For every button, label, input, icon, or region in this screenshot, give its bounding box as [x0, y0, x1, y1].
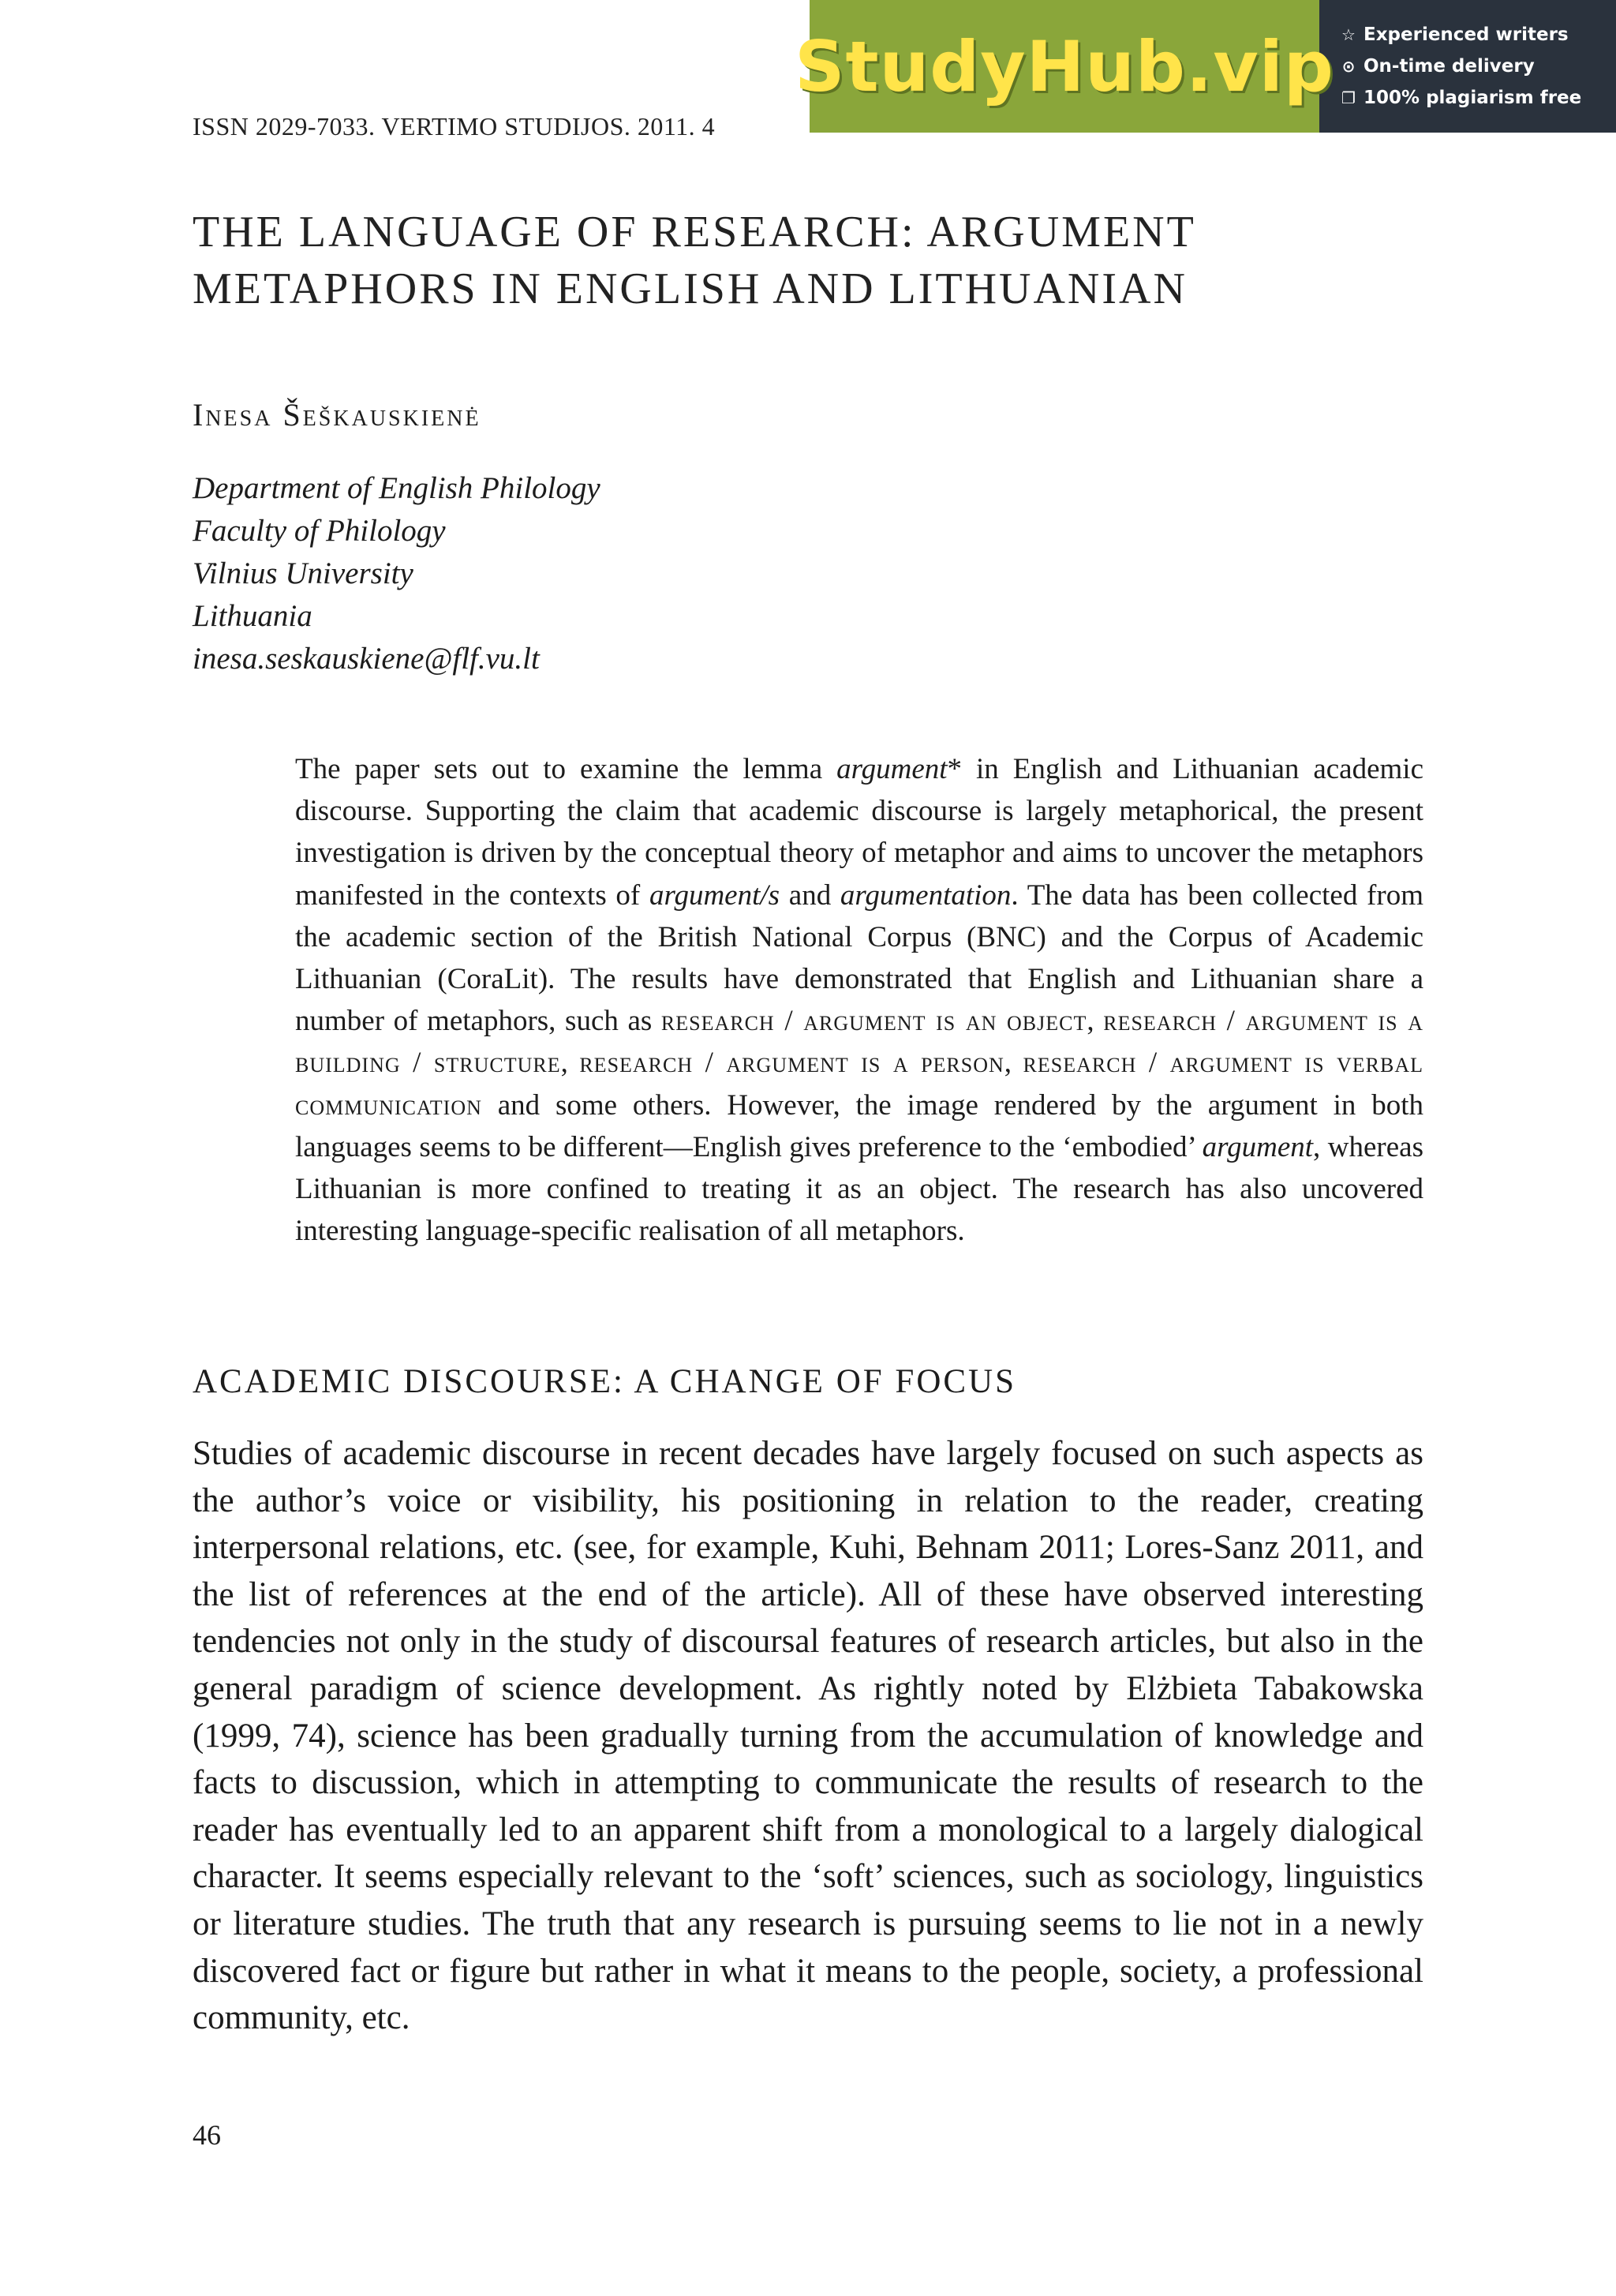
abstract-text: , [560, 1047, 580, 1080]
copy-icon: ❐ [1341, 88, 1356, 107]
author-email[interactable]: inesa.seskauskiene@flf.vu.lt [193, 642, 540, 676]
affiliation-faculty: Faculty of Philology [193, 514, 446, 548]
journal-header: ISSN 2029-7033. VERTIMO STUDIJOS. 2011. 4 [193, 112, 716, 140]
affiliation-department: Department of English Philology [193, 471, 600, 505]
abstract-term: argument [836, 753, 948, 785]
abstract-text: and [780, 878, 840, 912]
title-line: METAPHORS IN ENGLISH AND LITHUANIAN [193, 264, 1188, 313]
abstract-text: and some others. However, the image rendered by the argument in both languages seems to be different—English gives preference to the ‘embodied’ [295, 1088, 1423, 1163]
body-paragraph: Studies of academic discourse in recent decades have largely focused on such aspects as the author’s voice or visibility, his positioning in relation to the reader, creating interpersonal relations, etc. (see, for example, Kuhi, Behnam 2011; Lores-Sanz 2011, and the list of references at the end of the article). All of these have observed interesting tendencies not only in the study of discoursal features of research articles, but also in the general paradigm of science development. As rightly noted by Elżbieta Tabakowska (1999, 74), science has been gradually turning from the accumulation of knowledge and facts to discussion, which in attempting to communicate the results of research to the reader has eventually led to an apparent shift from a monological to a largely dialogical character. It seems especially relevant to the ‘soft’ sciences, such as sociology, linguistics or literature studies. The truth that any research is pursuing seems to lie not in a newly discovered fact or figure but rather in what it means to the people, society, a professional community, etc. [193, 1435, 1423, 2037]
perk-label: Experienced writers [1364, 24, 1569, 45]
abstract-text: , [1004, 1047, 1023, 1080]
brand-logo[interactable]: StudyHub.vip [810, 0, 1319, 133]
abstract-text: , whereas Lithuanian is more confined to treating it as an object. The research has also uncovered interesting language-specific realisation of all metaphors. [295, 1130, 1423, 1248]
abstract-text: . The data has been collected from the academic section of the British National Corpus (BNC) and the Corpus of Academic Lithuanian (CoraLit). The results have demonstrated that English and Lithuanian share a number of metaphors, such as [295, 878, 1423, 1038]
abstract-term: argument/s [649, 878, 780, 912]
section-heading: ACADEMIC DISCOURSE: A CHANGE OF FOCUS [193, 1363, 1017, 1400]
affiliation-country: Lithuania [193, 599, 312, 633]
author-name: Inesa Šeškauskienė [193, 397, 481, 433]
page-number: 46 [193, 2119, 221, 2151]
metaphor-label: research / argument is verbal communication [295, 1047, 1424, 1122]
affiliation-university: Vilnius University [193, 556, 413, 590]
metaphor-label: research / argument is a building / structure [295, 1005, 1423, 1080]
abstract-text: * in English and Lithuanian academic discourse. Supporting the claim that academic discourse is largely metaphorical, the present investigation is driven by the conceptual theory of metaphor and aims to uncover the metaphors manifested in the contexts of [295, 753, 1424, 912]
metaphor-label: research / argument is an object [660, 1005, 1087, 1038]
abstract-term: argumentation [840, 878, 1012, 912]
ad-banner[interactable] [795, 0, 1616, 133]
perk-item [1338, 82, 1581, 114]
perk-list [1319, 0, 1581, 133]
star-icon: ☆ [1341, 25, 1356, 44]
perk-item [1338, 19, 1581, 51]
title-line: THE LANGUAGE OF RESEARCH: ARGUMENT [193, 208, 1196, 257]
perk-item [1338, 51, 1581, 82]
metaphor-label: research / argument is a person [579, 1047, 1004, 1080]
abstract [295, 748, 1423, 1252]
article-title [193, 204, 1196, 317]
perk-label: 100% plagiarism free [1364, 88, 1582, 108]
abstract-text: The paper sets out to examine the lemma [295, 753, 837, 785]
abstract-text: , [1087, 1005, 1104, 1038]
perk-label: On-time delivery [1364, 56, 1535, 77]
author-affiliation [193, 467, 600, 680]
abstract-term: argument [1202, 1130, 1314, 1163]
clock-icon: ⊙ [1341, 57, 1356, 76]
